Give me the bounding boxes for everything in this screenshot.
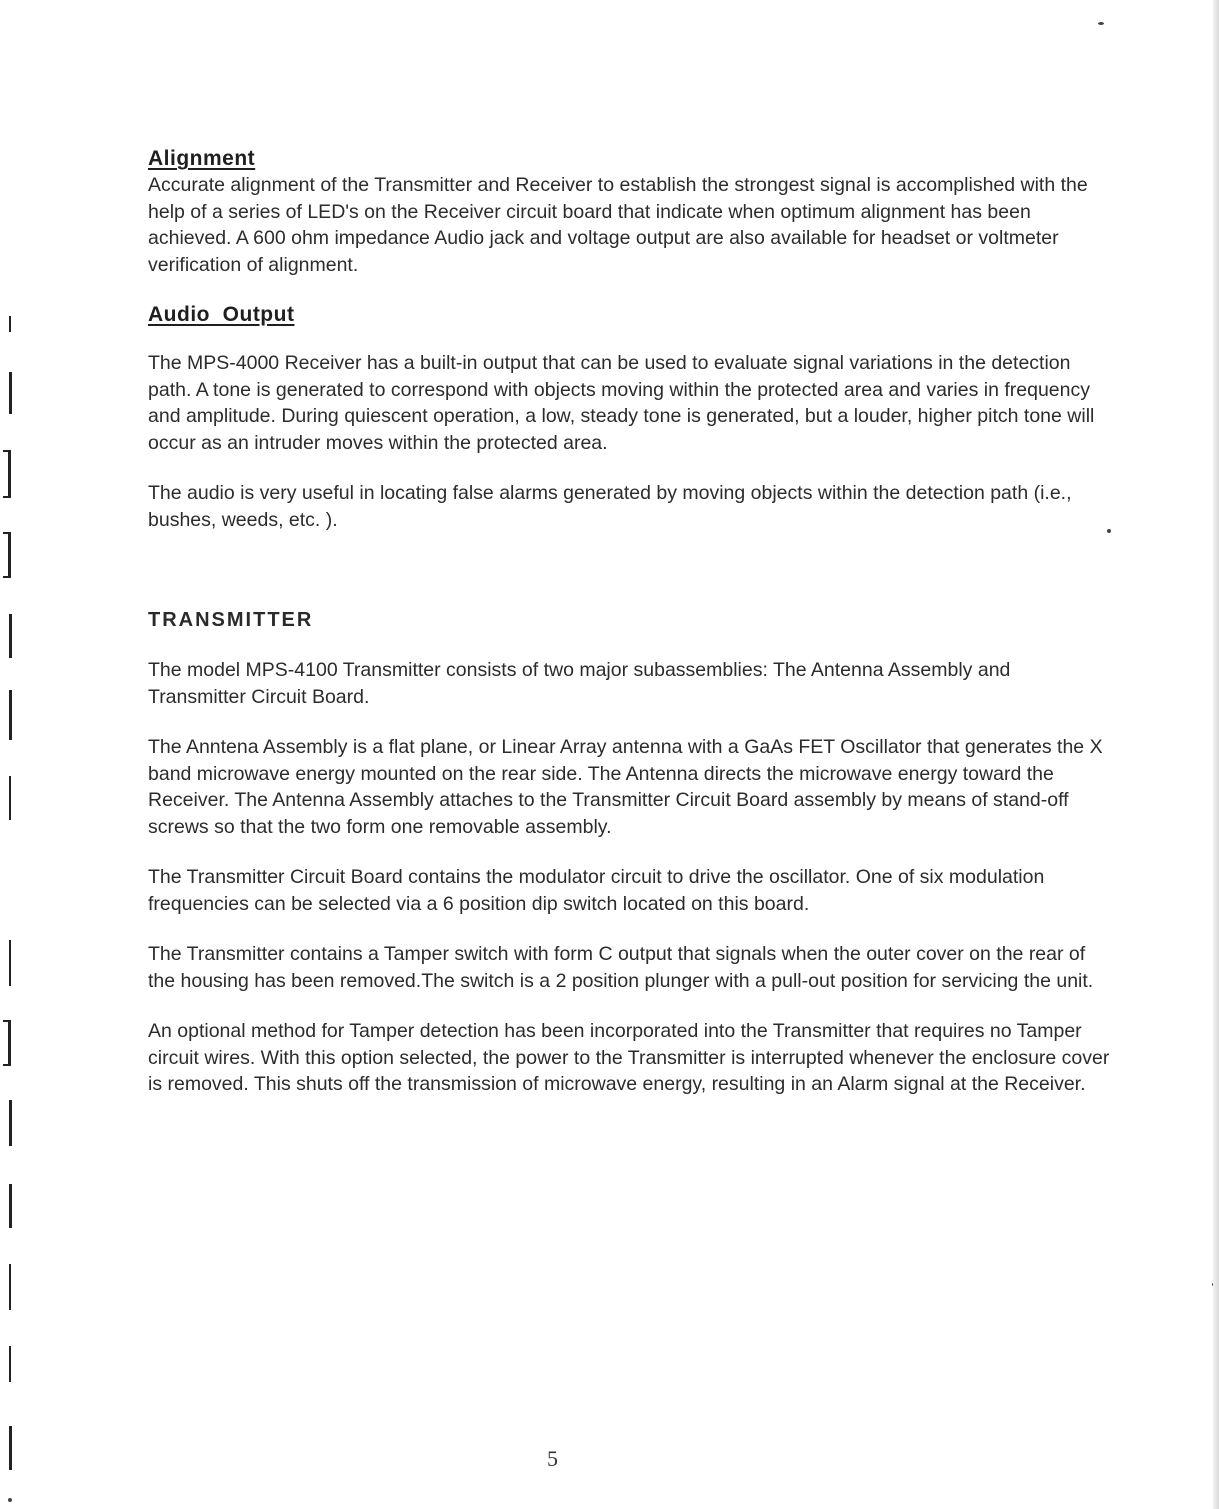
paragraph: The audio is very useful in locating false alarms generated by moving objects within the detection path (i.e., bushes, weeds, etc. ).	[148, 482, 1072, 531]
margin-mark	[9, 1346, 11, 1382]
paragraph: An optional method for Tamper detection has been incorporated into the Transmitter that requires no Tamper circuit wires. With this option selected, the power to the Transmitter is interrupted whenever the enclosure cover is removed. This shuts off the transmission of microwave energy, resulting in an Alarm signal at the Receiver.	[148, 1020, 1110, 1095]
margin-mark	[9, 372, 12, 414]
section-transmitter	[148, 607, 1113, 1098]
paragraph: The Transmitter Circuit Board contains the modulator circuit to drive the oscillator. One of six modulation frequencies can be selected via a 6 position dip switch located on this board.	[148, 866, 1045, 915]
margin-mark	[9, 1184, 12, 1228]
paragraph: Accurate alignment of the Transmitter and Receiver to establish the strongest signal is accomplished with the help of a series of LED's on the Receiver circuit board that indicate when optimum alignment has been achieved. A 600 ohm impedance Audio jack and voltage output are also available for headset or voltmeter verification of alignment.	[148, 174, 1088, 276]
section-heading-alignment: Alignment	[148, 147, 256, 170]
margin-bracket	[3, 450, 11, 498]
margin-mark	[9, 1100, 12, 1146]
margin-mark	[9, 1426, 12, 1470]
margin-mark	[9, 940, 11, 986]
section-heading-transmitter: TRANSMITTER	[148, 609, 314, 631]
scan-speck	[8, 1498, 12, 1502]
margin-mark	[9, 690, 12, 740]
paragraph: The Anntena Assembly is a flat plane, or Linear Array antenna with a GaAs FET Oscillator that generates the X band microwave energy mounted on the rear side. The Antenna directs the microwave energy toward the Receiver. The Antenna Assembly attaches to the Transmitter Circuit Board assembly by means of stand-off screws so that the two form one removable assembly.	[148, 736, 1103, 838]
section-heading-audio-output: Audio Output	[148, 303, 295, 326]
page-number: 5	[547, 1446, 558, 1471]
margin-bracket	[3, 532, 11, 578]
paragraph: The MPS-4000 Receiver has a built-in output that can be used to evaluate signal variations in the detection path. A tone is generated to correspond with objects moving within the protected area and varies in frequency and amplitude. During quiescent operation, a low, steady tone is generated, but a louder, higher pitch tone will occur as an intruder moves within the protected area.	[148, 352, 1095, 454]
document-body	[148, 146, 1113, 1098]
margin-mark	[9, 776, 11, 820]
margin-mark	[9, 1264, 11, 1310]
section-alignment	[148, 146, 1113, 278]
section-audio-output	[148, 302, 1113, 533]
margin-mark	[9, 614, 12, 658]
paragraph: The Transmitter contains a Tamper switch with form C output that signals when the outer cover on the rear of the housing has been removed.The switch is a 2 position plunger with a pull-out position for servicing the unit.	[148, 943, 1094, 992]
margin-mark	[9, 316, 11, 332]
margin-bracket	[3, 1020, 11, 1066]
scan-edge-shadow	[1213, 0, 1219, 1509]
scan-speck	[1098, 22, 1104, 25]
paragraph: The model MPS-4100 Transmitter consists of two major subassemblies: The Antenna Assembly and Transmitter Circuit Board.	[148, 659, 1011, 708]
